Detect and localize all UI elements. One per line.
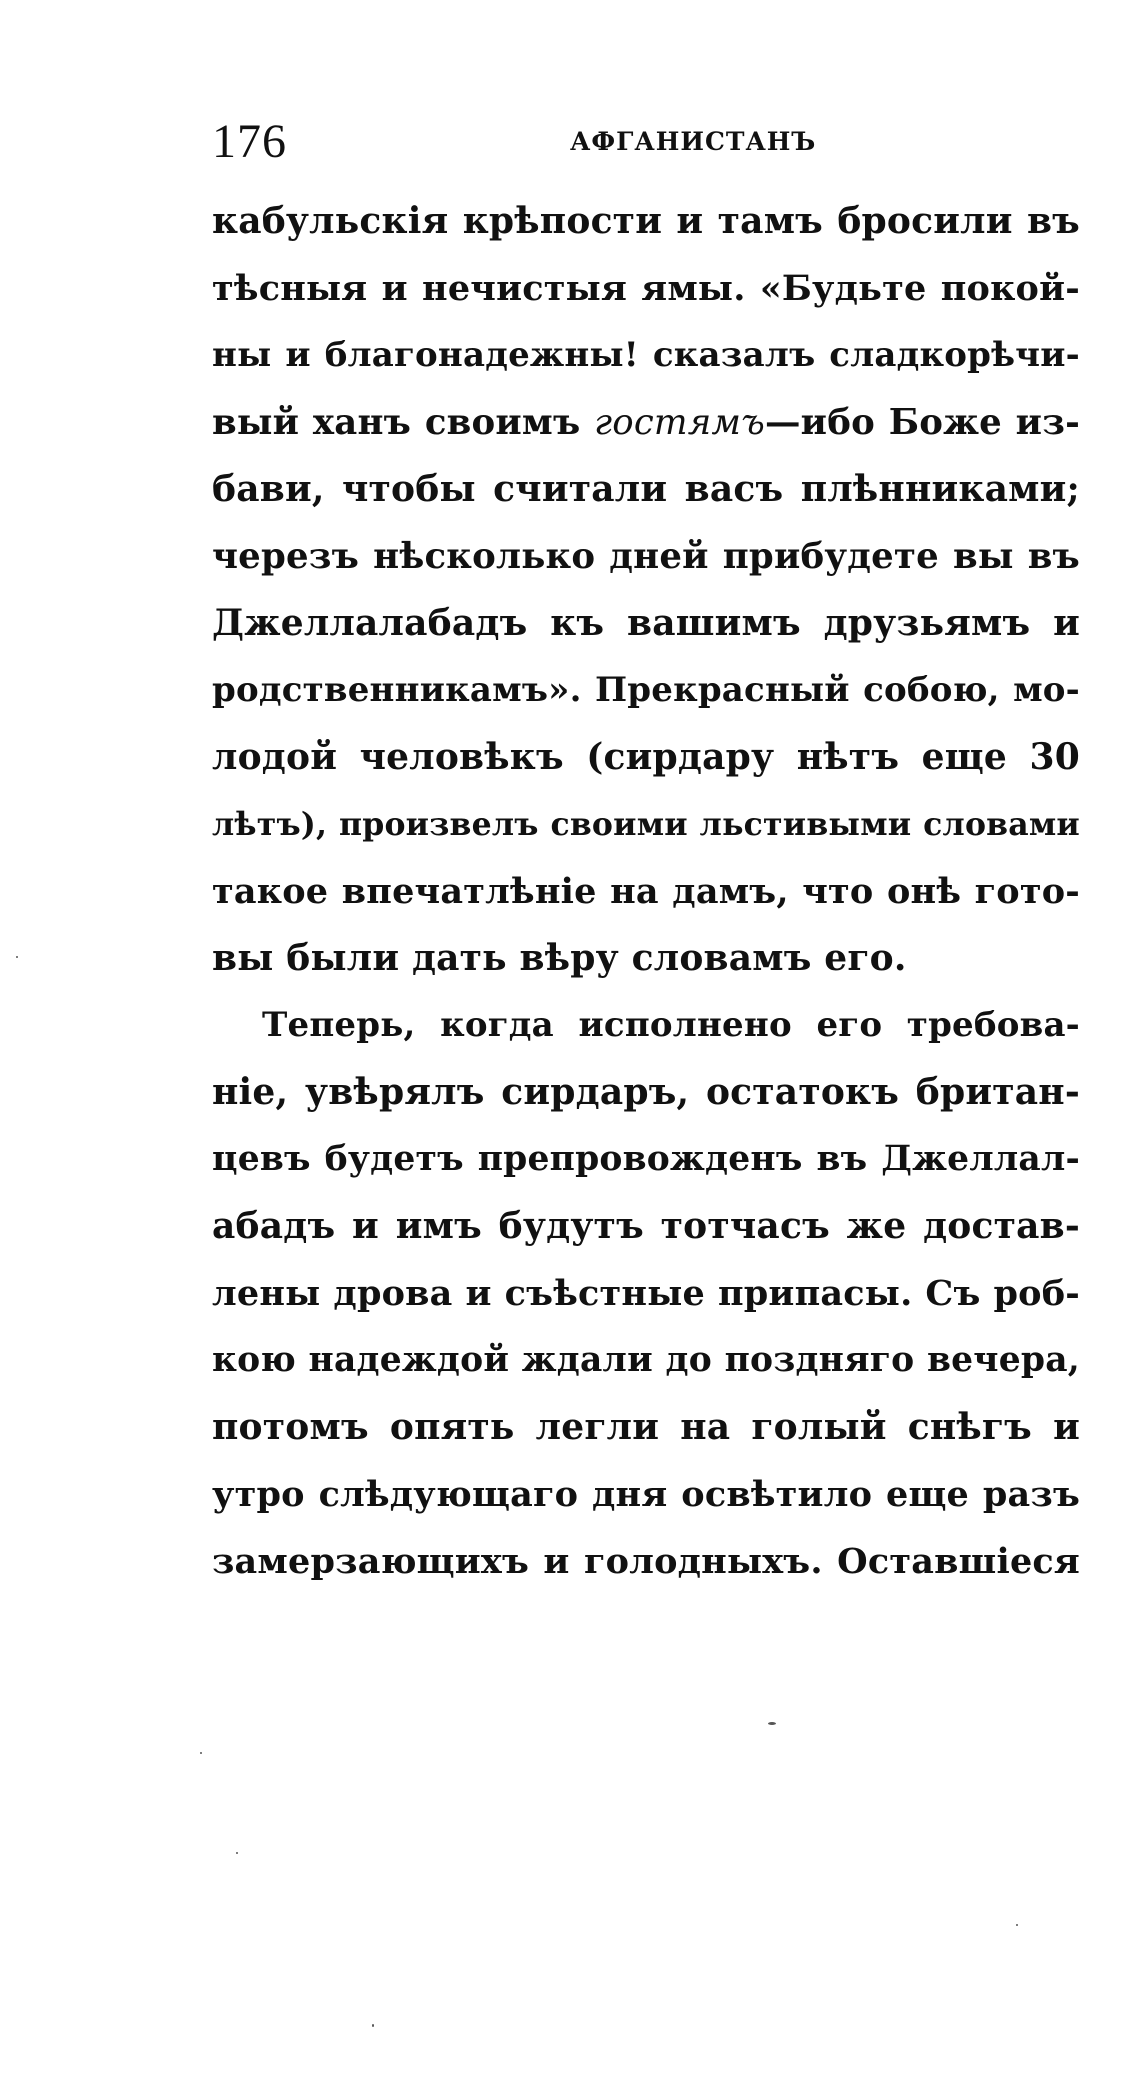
scan-speck	[236, 1852, 238, 1854]
running-head: АФГАНИСТАНЪ	[570, 127, 817, 156]
line-segment: —ибо Боже из-	[764, 402, 1080, 443]
italic-word: гостямъ	[594, 402, 765, 443]
scan-speck	[372, 2024, 374, 2027]
scan-speck	[1016, 1924, 1018, 1926]
text-line: такое впечатлѣніе на дамъ, что онѣ гото-	[212, 871, 1080, 912]
text-line: родственникамъ». Прекрасный собою, мо-	[212, 670, 1080, 710]
text-line: абадъ и имъ будутъ тотчасъ же достав-	[212, 1205, 1080, 1247]
text-line: Джеллалабадъ къ вашимъ друзьямъ и	[212, 602, 1080, 644]
text-line: вы были дать вѣру словамъ его.	[212, 937, 907, 979]
body-text	[212, 188, 1080, 1595]
text-line: кабульскія крѣпости и тамъ бросили въ	[212, 200, 1080, 242]
text-line: лены дрова и съѣстные припасы. Съ роб-	[212, 1273, 1080, 1314]
text-line: утро слѣдующаго дня освѣтило еще разъ	[212, 1474, 1080, 1515]
scan-speck	[16, 956, 18, 958]
text-line: ны и благонадежны! сказалъ сладкорѣчи-	[212, 335, 1080, 375]
text-line: лодой человѣкъ (сирдару нѣтъ еще 30	[212, 736, 1080, 778]
paragraph	[212, 992, 1080, 1595]
page-header	[212, 112, 1080, 172]
text-line: бави, чтобы считали васъ плѣнниками;	[212, 468, 1080, 510]
text-line	[212, 389, 1080, 456]
page-number: 176	[212, 115, 287, 168]
text-line: цевъ будетъ препровожденъ въ Джеллал-	[212, 1139, 1080, 1179]
text-line: черезъ нѣсколько дней прибудете вы въ	[212, 536, 1080, 577]
text-line: ніе, увѣрялъ сирдаръ, остатокъ британ-	[212, 1071, 1080, 1113]
text-line: потомъ опять легли на голый снѣгъ и	[212, 1406, 1080, 1448]
text-line: лѣтъ), произвелъ своими льстивыми словами	[212, 806, 1080, 843]
text-line: тѣсныя и нечистыя ямы. «Будьте покой-	[212, 268, 1080, 309]
text-line: замерзающихъ и голодныхъ. Оставшіеся	[212, 1541, 1080, 1582]
line-segment: вый ханъ своимъ	[212, 402, 595, 443]
scan-speck	[768, 1722, 776, 1725]
paragraph	[212, 188, 1080, 992]
scan-speck	[200, 1752, 202, 1754]
text-line: кою надеждой ждали до поздняго вечера,	[212, 1340, 1080, 1380]
text-line: Теперь, когда исполнено его требова-	[262, 1005, 1080, 1045]
